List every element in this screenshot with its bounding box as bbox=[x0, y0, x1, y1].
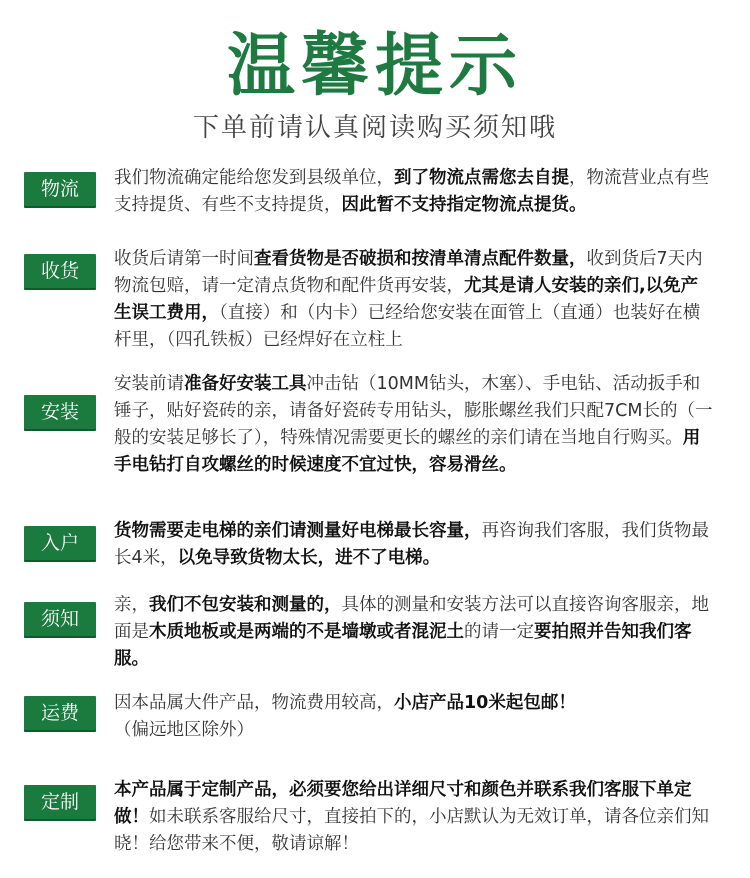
emphasis-text: 查看货物是否破损和按清单清点配件数量， bbox=[254, 249, 587, 269]
body-text: 因本品属大件产品，物流费用较高， bbox=[114, 693, 394, 713]
section-text-logistics bbox=[114, 165, 714, 219]
emphasis-text: 到了物流点需您去自提 bbox=[394, 168, 569, 188]
body-text: 再咨询我们客服，我们货物最长4米， bbox=[114, 521, 709, 568]
section-text-shipping bbox=[114, 690, 714, 744]
emphasis-text: 要拍照并告知我们客服。 bbox=[114, 622, 692, 669]
section-text-installation bbox=[114, 371, 714, 479]
section-label-entry: 入户 bbox=[24, 526, 96, 560]
body-text: 安装前请 bbox=[114, 374, 184, 394]
body-text: 亲， bbox=[114, 595, 149, 615]
emphasis-text: 尤其是请人安装的亲们,以免产生误工费用， bbox=[114, 276, 699, 323]
section-label-installation: 安装 bbox=[24, 395, 96, 429]
emphasis-text: 本产品属于定制产品，必须要您给出详细尺寸和颜色并联系我们客服下单定做！ bbox=[114, 780, 692, 827]
body-text: 收货后请第一时间 bbox=[114, 249, 254, 269]
body-text: （直接）和（内卡）已经给您安装在面管上（直通）也装好在横杆里，（四孔铁板）已经焊好在立柱上 bbox=[114, 303, 701, 350]
emphasis-text: 以免导致货物太长，进不了电梯。 bbox=[177, 548, 441, 568]
body-text: ，物流营业点有些支持提货、有些不支持提货， bbox=[114, 168, 709, 215]
section-label-receiving: 收货 bbox=[24, 254, 96, 288]
body-text: 的请一定 bbox=[464, 622, 534, 642]
emphasis-text: 准备好安装工具 bbox=[184, 374, 307, 394]
section-text-entry bbox=[114, 518, 714, 572]
emphasis-text: 木质地板或是两端的不是墙墩或者混泥土 bbox=[149, 622, 464, 642]
section-text-notice bbox=[114, 592, 714, 673]
emphasis-text: 因此暂不支持指定物流点提货。 bbox=[341, 195, 587, 215]
body-text: （偏远地区除外） bbox=[114, 720, 254, 740]
page-subtitle: 下单前请认真阅读购买须知哦 bbox=[192, 113, 557, 143]
section-text-custom bbox=[114, 777, 714, 858]
emphasis-text: 小店产品10米起包邮！ bbox=[394, 693, 576, 713]
body-text: 收到货后7天内物流包赔，请一定清点货物和配件货再安装， bbox=[114, 249, 703, 296]
section-label-logistics: 物流 bbox=[24, 172, 96, 206]
page-title: 温馨提示 bbox=[226, 27, 523, 106]
body-text: 我们物流确定能给您发到县级单位， bbox=[114, 168, 394, 188]
section-label-notice: 须知 bbox=[24, 602, 96, 636]
emphasis-text: 我们不包安装和测量的， bbox=[149, 595, 342, 615]
section-text-receiving bbox=[114, 246, 714, 354]
body-text: 具体的测量和安装方法可以直接咨询客服亲，地面是 bbox=[114, 595, 709, 642]
body-text: 冲击钻（10MM钻头，木塞）、手电钻、活动扳手和锤子，贴好瓷砖的亲，请备好瓷砖专用钻头，膨胀螺丝我们只配7CM长的（一般的安装足够长了），特殊情况需要更长的螺丝的亲们请在当地自行购买。 bbox=[114, 374, 713, 448]
section-label-shipping: 运费 bbox=[24, 696, 96, 730]
emphasis-text: 用手电钻打自攻螺丝的时候速度不宜过快，容易滑丝。 bbox=[114, 428, 701, 475]
emphasis-text: 货物需要走电梯的亲们请测量好电梯最长容量， bbox=[114, 521, 482, 541]
body-text: 如未联系客服给尺寸，直接拍下的，小店默认为无效订单，请各位亲们知晓！给您带来不便，敬请谅解！ bbox=[114, 807, 709, 854]
section-label-custom: 定制 bbox=[24, 785, 96, 819]
